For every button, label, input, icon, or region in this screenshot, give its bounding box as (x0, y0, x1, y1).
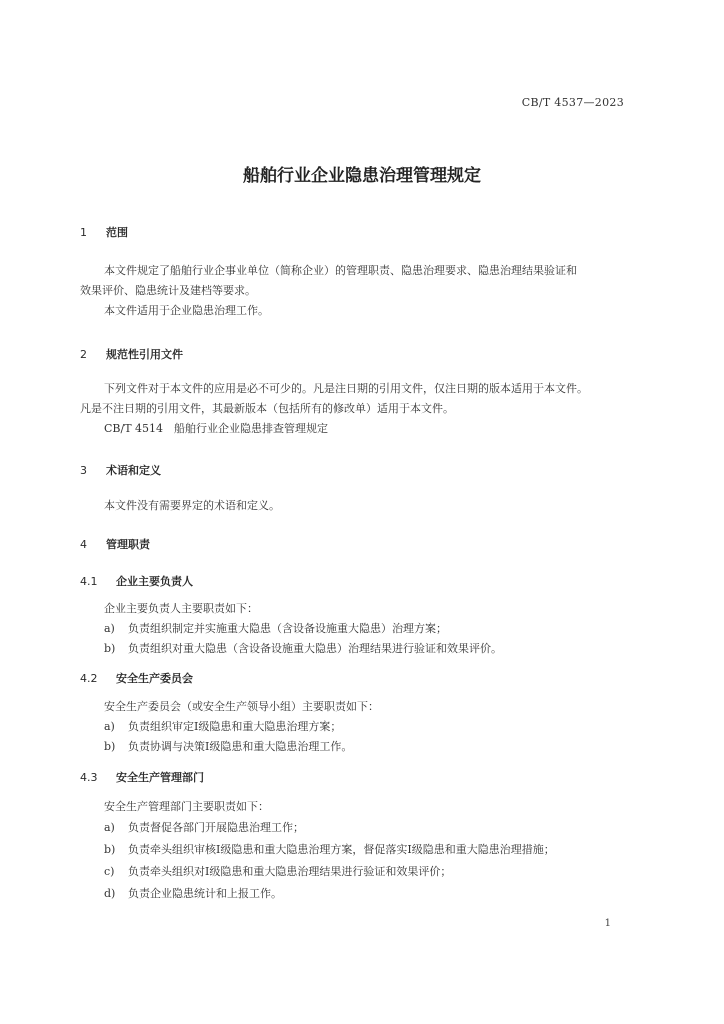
standard-code: CB/T 4537—2023 (521, 96, 624, 109)
list-item-text: 负责组织制定并实施重大隐患（含设备设施重大隐患）治理方案； (128, 622, 447, 635)
list-item-text: 负责协调与决策Ⅰ级隐患和重大隐患治理工作。 (128, 740, 353, 753)
list-item-marker: b) (104, 843, 116, 856)
section-number: 1 (80, 226, 87, 239)
list-item-text: 负责督促各部门开展隐患治理工作； (128, 821, 304, 834)
section-title: 术语和定义 (106, 464, 161, 477)
subsection-title: 安全生产委员会 (116, 672, 193, 685)
list-item-text: 负责组织对重大隐患（含设备设施重大隐患）治理结果进行验证和效果评价。 (128, 642, 502, 655)
section-4-heading (80, 536, 150, 552)
list-item-text: 负责组织审定Ⅰ级隐患和重大隐患治理方案； (128, 720, 342, 733)
list-item-marker: d) (104, 887, 116, 900)
subsection-number: 4.3 (80, 771, 98, 784)
subsection-title: 企业主要负责人 (116, 575, 193, 588)
section-1-paragraph-line-1: 本文件规定了船舶行业企事业单位（简称企业）的管理职责、隐患治理要求、隐患治理结果验证和 (104, 264, 577, 277)
list-item (104, 620, 447, 636)
list-item (104, 738, 352, 754)
list-item (104, 863, 451, 879)
subsection-4-1-intro: 企业主要负责人主要职责如下： (104, 602, 258, 615)
list-item-marker: b) (104, 740, 116, 753)
subsection-4-2-intro: 安全生产委员会（或安全生产领导小组）主要职责如下： (104, 700, 379, 713)
section-2-paragraph-line-1: 下列文件对于本文件的应用是必不可少的。凡是注日期的引用文件，仅注日期的版本适用于本文件。 (104, 382, 588, 395)
list-item (104, 885, 282, 901)
list-item (104, 819, 304, 835)
subsection-number: 4.1 (80, 575, 98, 588)
list-item-text: 负责牵头组织对Ⅰ级隐患和重大隐患治理结果进行验证和效果评价； (128, 865, 452, 878)
section-1-heading (80, 224, 128, 240)
list-item (104, 718, 341, 734)
section-2-heading (80, 346, 183, 362)
section-3-paragraph: 本文件没有需要界定的术语和定义。 (104, 499, 280, 512)
list-item-text: 负责企业隐患统计和上报工作。 (128, 887, 282, 900)
list-item-marker: c) (104, 865, 115, 878)
section-title: 管理职责 (106, 538, 150, 551)
list-item-marker: a) (104, 821, 115, 834)
subsection-4-3-intro: 安全生产管理部门主要职责如下： (104, 800, 269, 813)
page-number: 1 (604, 918, 611, 929)
section-number: 2 (80, 348, 87, 361)
section-number: 4 (80, 538, 87, 551)
normative-reference: CB/T 4514 船舶行业企业隐患排查管理规定 (104, 422, 329, 435)
document-title: 船舶行业企业隐患治理管理规定 (243, 166, 481, 186)
list-item-marker: a) (104, 720, 115, 733)
section-title: 范围 (106, 226, 128, 239)
list-item (104, 640, 502, 656)
list-item (104, 841, 555, 857)
list-item-text: 负责牵头组织审核Ⅰ级隐患和重大隐患治理方案，督促落实Ⅰ级隐患和重大隐患治理措施； (128, 843, 555, 856)
subsection-4-3-heading (80, 769, 204, 785)
section-number: 3 (80, 464, 87, 477)
subsection-number: 4.2 (80, 672, 98, 685)
section-3-heading (80, 462, 161, 478)
section-1-paragraph-2: 本文件适用于企业隐患治理工作。 (104, 304, 269, 317)
subsection-title: 安全生产管理部门 (116, 771, 204, 784)
subsection-4-2-heading (80, 670, 193, 686)
list-item-marker: a) (104, 622, 115, 635)
list-item-marker: b) (104, 642, 116, 655)
section-title: 规范性引用文件 (106, 348, 183, 361)
subsection-4-1-heading (80, 573, 193, 589)
section-1-paragraph-line-2: 效果评价、隐患统计及建档等要求。 (80, 284, 256, 297)
section-2-paragraph-line-2: 凡是不注日期的引用文件，其最新版本（包括所有的修改单）适用于本文件。 (80, 402, 454, 415)
